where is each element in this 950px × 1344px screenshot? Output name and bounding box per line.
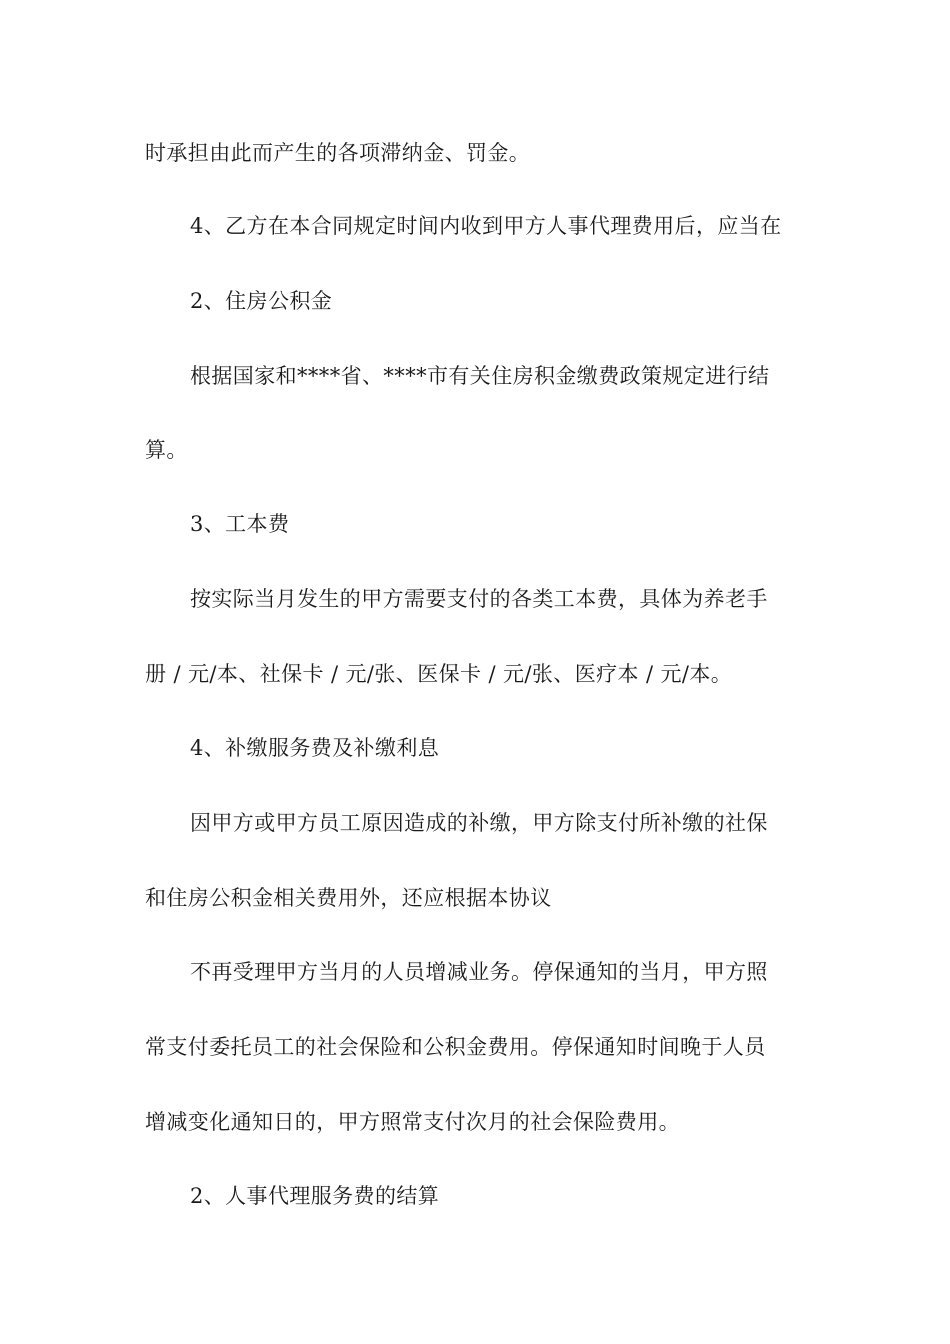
section-heading-material-fee: 3、工本费	[190, 512, 290, 536]
text-line-5: 算。	[145, 438, 188, 462]
text-line-14: 增减变化通知日的，甲方照常支付次月的社会保险费用。	[145, 1110, 680, 1134]
text-line-7: 按实际当月发生的甲方需要支付的各类工本费，具体为养老手	[190, 587, 768, 611]
text-line-12: 不再受理甲方当月的人员增减业务。停保通知的当月，甲方照	[190, 960, 768, 984]
text-line-13: 常支付委托员工的社会保险和公积金费用。停保通知时间晚于人员	[145, 1035, 766, 1059]
text-line-11: 和住房公积金相关费用外，还应根据本协议	[145, 886, 552, 910]
section-heading-back-payment: 4、补缴服务费及补缴利息	[190, 736, 440, 760]
text-line-4: 根据国家和****省、****市有关住房积金缴费政策规定进行结	[190, 364, 770, 388]
text-line-2: 4、乙方在本合同规定时间内收到甲方人事代理费用后，应当在	[190, 214, 782, 238]
section-heading-housing-fund: 2、住房公积金	[190, 289, 333, 313]
text-line-1: 时承担由此而产生的各项滞纳金、罚金。	[145, 141, 531, 165]
section-heading-service-fee-settlement: 2、人事代理服务费的结算	[190, 1184, 440, 1208]
text-line-8: 册 / 元/本、社保卡 / 元/张、医保卡 / 元/张、医疗本 / 元/本。	[145, 662, 733, 686]
text-line-10: 因甲方或甲方员工原因造成的补缴，甲方除支付所补缴的社保	[190, 811, 768, 835]
